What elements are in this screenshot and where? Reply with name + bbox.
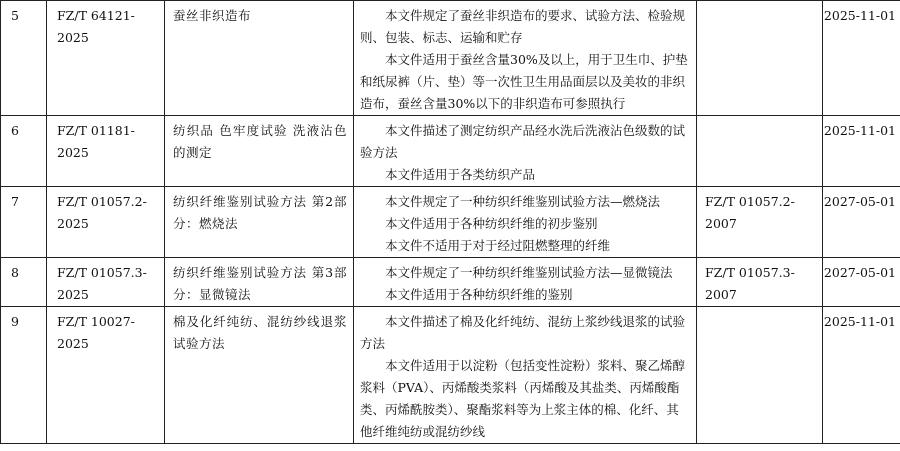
table-row [1, 116, 900, 187]
standard-code: FZ/T 01057.3-2025 [47, 258, 165, 307]
standard-code: FZ/T 01181-2025 [47, 116, 165, 187]
replaced-standard [697, 1, 823, 116]
row-number: 6 [1, 116, 47, 187]
scope-paragraph: 本文件适用于各种纺织纤维的鉴别 [385, 287, 573, 302]
table-row [1, 1, 900, 116]
scope-paragraph: 本文件描述了棉及化纤纯纺、混纺上浆纱线退浆的试验方法 [360, 314, 686, 351]
table-row [1, 258, 900, 307]
standard-name [165, 307, 354, 444]
scope-paragraph: 本文件适用于蚕丝含量30%及以上，用于卫生巾、护垫和纸尿裤（片、垫）等一次性卫生用品面层以及美妆的非织造布，蚕丝含量30%以下的非织造布可参照执行 [360, 52, 688, 111]
effective-date: 2025-11-01 [823, 116, 900, 187]
standard-scope [354, 187, 697, 258]
standard-name [165, 116, 354, 187]
standard-name-text: 纺织纤维鉴别试验方法 第2部分：燃烧法 [173, 194, 347, 231]
row-number: 5 [1, 1, 47, 116]
scope-paragraph: 本文件描述了测定纺织产品经水洗后洗液沾色级数的试验方法 [360, 123, 686, 160]
scope-paragraph: 本文件规定了蚕丝非织造布的要求、试验方法、检验规则、包装、标志、运输和贮存 [360, 8, 686, 45]
standard-name [165, 187, 354, 258]
standards-table-body [1, 1, 900, 444]
scope-paragraph: 本文件规定了一种纺织纤维鉴别试验方法—显微镜法 [385, 265, 673, 280]
table-row [1, 187, 900, 258]
scope-paragraph: 本文件规定了一种纺织纤维鉴别试验方法—燃烧法 [385, 194, 661, 209]
row-number: 9 [1, 307, 47, 444]
row-number: 8 [1, 258, 47, 307]
scope-paragraph: 本文件适用于各类纺织产品 [385, 167, 536, 182]
replaced-standard [697, 307, 823, 444]
replaced-standard: FZ/T 01057.3-2007 [697, 258, 823, 307]
standard-name-text: 蚕丝非织造布 [173, 8, 252, 23]
effective-date: 2027-05-01 [823, 187, 900, 258]
standard-name-text: 纺织纤维鉴别试验方法 第3部分：显微镜法 [173, 265, 347, 302]
scope-paragraph: 本文件不适用于对于经过阻燃整理的纤维 [385, 238, 611, 253]
standard-code: FZ/T 64121-2025 [47, 1, 165, 116]
replaced-standard: FZ/T 01057.2-2007 [697, 187, 823, 258]
standard-scope [354, 116, 697, 187]
row-number: 7 [1, 187, 47, 258]
standard-scope [354, 258, 697, 307]
standard-name [165, 258, 354, 307]
table-row [1, 307, 900, 444]
standard-code: FZ/T 10027-2025 [47, 307, 165, 444]
standard-name-text: 纺织品 色牢度试验 洗液沾色的测定 [173, 123, 347, 160]
scope-paragraph: 本文件适用于以淀粉（包括变性淀粉）浆料、聚乙烯醇浆料（PVA）、丙烯酸类浆料（丙烯酸及其盐类、丙烯酸酯类、丙烯酰胺类）、聚酯浆料等为上浆主体的棉、化纤、其他纤维纯纺或混纺纱线 [360, 358, 686, 439]
standard-name-text: 棉及化纤纯纺、混纺纱线退浆试验方法 [173, 314, 347, 351]
standard-scope [354, 307, 697, 444]
effective-date: 2025-11-01 [823, 307, 900, 444]
standard-name [165, 1, 354, 116]
scope-paragraph: 本文件适用于各种纺织纤维的初步鉴别 [385, 216, 598, 231]
standard-scope [354, 1, 697, 116]
effective-date: 2027-05-01 [823, 258, 900, 307]
replaced-standard [697, 116, 823, 187]
effective-date: 2025-11-01 [823, 1, 900, 116]
standard-code: FZ/T 01057.2-2025 [47, 187, 165, 258]
